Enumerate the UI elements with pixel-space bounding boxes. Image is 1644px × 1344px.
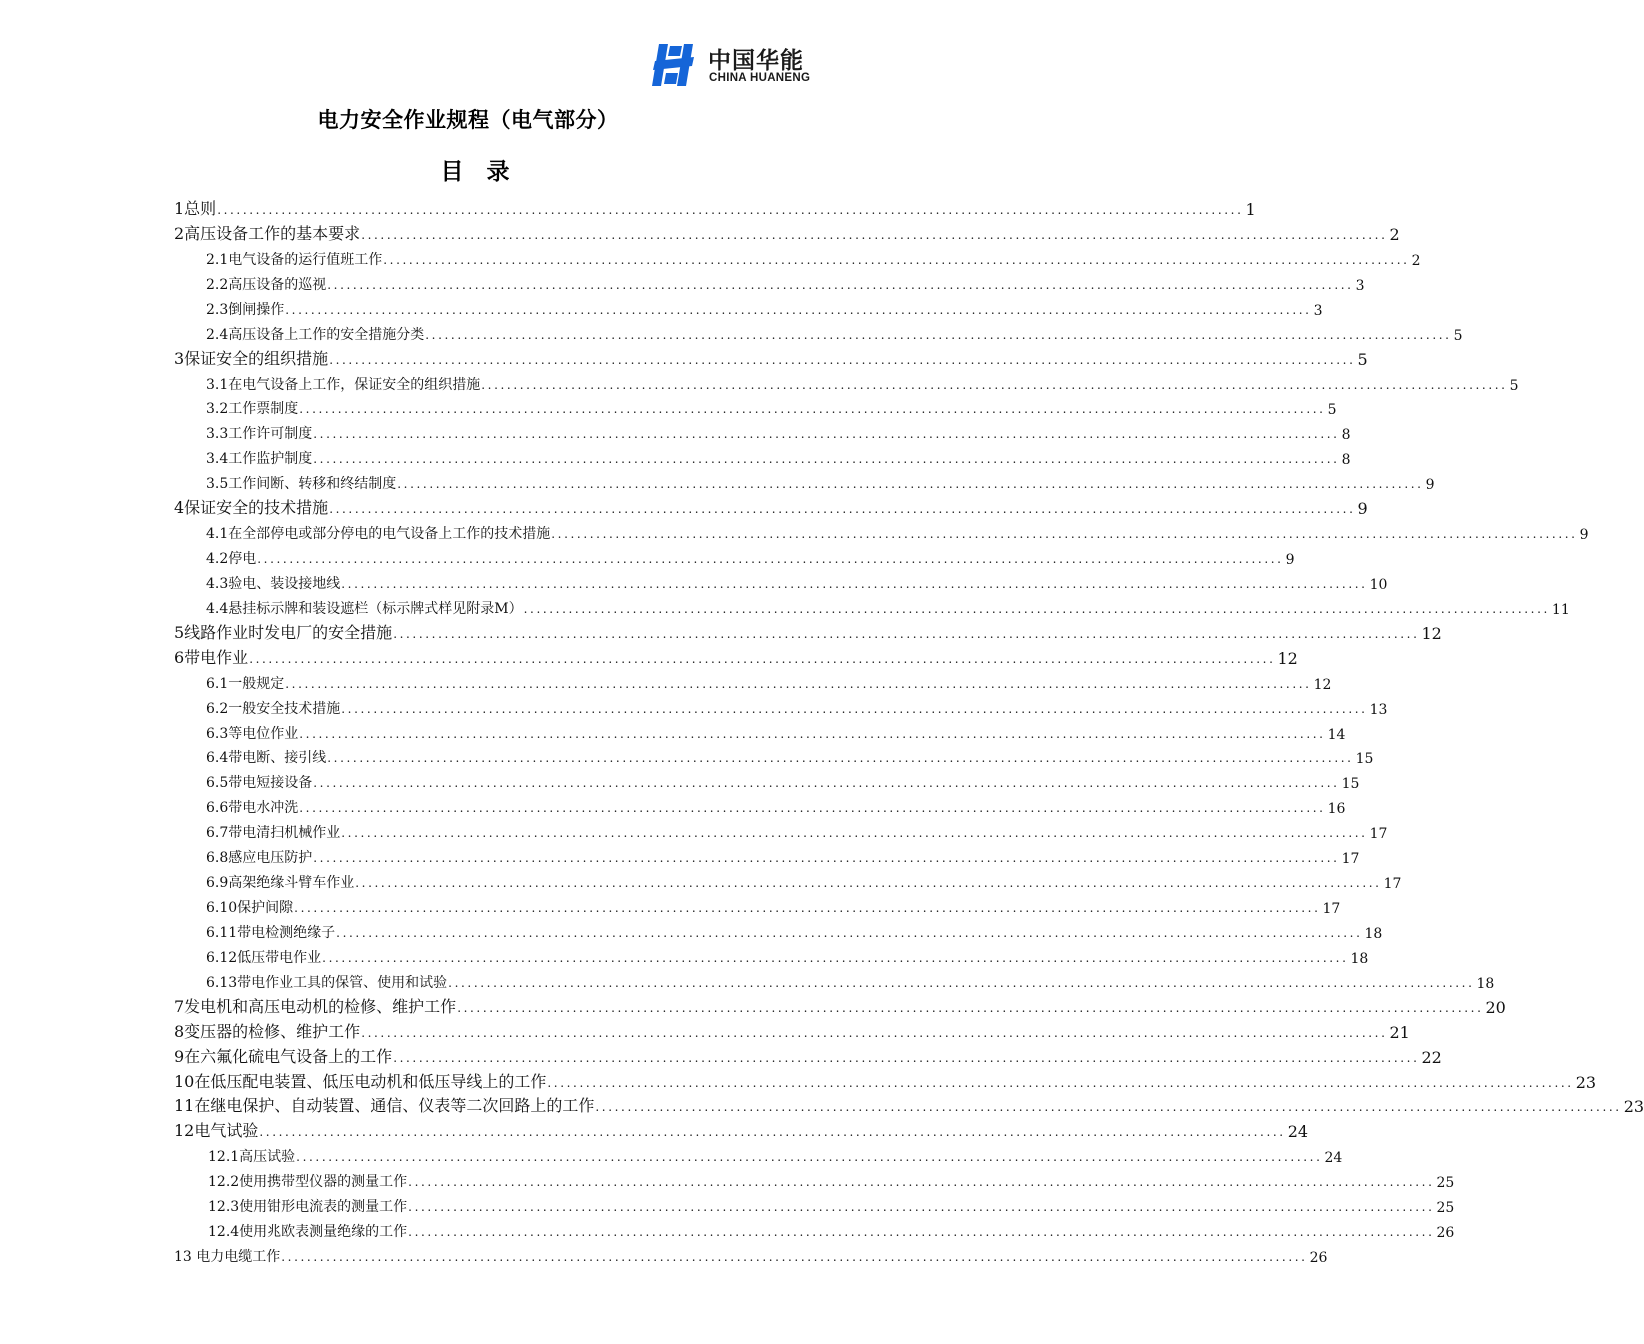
toc-dot-leader: ................................................................................................................................................................	[361, 1026, 1388, 1040]
toc-entry-page-number: 18	[1476, 976, 1495, 992]
toc-entry-title: 6.13带电作业工具的保管、使用和试验	[206, 975, 448, 991]
toc-entry[interactable]	[206, 270, 1365, 294]
toc-dot-leader: ................................................................................................................................................................	[327, 751, 1354, 765]
toc-entry[interactable]	[206, 768, 1360, 792]
toc-entry[interactable]	[174, 195, 1256, 219]
toc-dot-leader: ................................................................................................................................................................	[425, 328, 1452, 342]
toc-entry-page-number: 23	[1623, 1097, 1644, 1116]
toc-entry-title: 12电气试验	[174, 1121, 259, 1140]
toc-dot-leader: ................................................................................................................................................................	[481, 378, 1508, 392]
toc-entry-title: 13 电力电缆工作	[174, 1249, 281, 1265]
toc-dot-leader: ................................................................................................................................................................	[393, 1051, 1420, 1065]
toc-entry[interactable]	[206, 469, 1435, 493]
toc-dot-leader: ................................................................................................................................................................	[383, 253, 1410, 267]
toc-entry[interactable]	[174, 1018, 1410, 1042]
toc-entry-title: 2.4高压设备上工作的安全措施分类	[206, 327, 425, 343]
toc-entry-page-number: 16	[1327, 801, 1346, 817]
toc-entry-page-number: 5	[1509, 378, 1519, 394]
toc-entry-page-number: 14	[1327, 727, 1346, 743]
toc-entry[interactable]	[206, 719, 1346, 743]
toc-entry[interactable]	[174, 345, 1368, 369]
toc-entry-page-number: 2	[1389, 225, 1400, 244]
toc-entry-title: 4.4悬挂标示牌和装设遮栏（标示牌式样见附录M）	[206, 601, 523, 617]
toc-entry-page-number: 23	[1575, 1073, 1597, 1092]
toc-dot-leader: ................................................................................................................................................................	[595, 1100, 1622, 1114]
toc-entry-title: 12.3使用钳形电流表的测量工作	[208, 1199, 408, 1215]
toc-dot-leader: ................................................................................................................................................................	[296, 1150, 1323, 1164]
toc-entry[interactable]	[206, 519, 1589, 543]
toc-entry-page-number: 9	[1285, 552, 1295, 568]
toc-entry[interactable]	[206, 669, 1332, 693]
toc-entry-title: 3.5工作间断、转移和终结制度	[206, 476, 397, 492]
toc-dot-leader: ................................................................................................................................................................	[327, 278, 1354, 292]
toc-entry-title: 12.2使用携带型仪器的测量工作	[208, 1174, 408, 1190]
toc-entry-title: 6.12低压带电作业	[206, 950, 322, 966]
toc-entry-title: 3保证安全的组织措施	[174, 349, 329, 368]
toc-entry-page-number: 20	[1485, 998, 1506, 1017]
toc-entry[interactable]	[206, 544, 1295, 568]
toc-entry-title: 4.1在全部停电或部分停电的电气设备上工作的技术措施	[206, 526, 551, 542]
toc-dot-leader: ................................................................................................................................................................	[408, 1200, 1435, 1214]
toc-entry[interactable]	[206, 968, 1495, 992]
toc-entry[interactable]	[206, 868, 1402, 892]
toc-entry-title: 6.7带电清扫机械作业	[206, 825, 341, 841]
toc-entry[interactable]	[206, 245, 1421, 269]
toc-dot-leader: ................................................................................................................................................................	[393, 627, 1420, 641]
toc-entry-title: 4保证安全的技术措施	[174, 498, 329, 517]
toc-entry-page-number: 13	[1369, 702, 1388, 718]
toc-entry-title: 6.4带电断、接引线	[206, 750, 327, 766]
toc-entry-page-number: 25	[1436, 1200, 1455, 1216]
toc-entry-title: 7发电机和高压电动机的检修、维护工作	[174, 997, 457, 1016]
toc-dot-leader: ................................................................................................................................................................	[322, 951, 1349, 965]
toc-entry-title: 6.6带电水冲洗	[206, 800, 299, 816]
toc-entry[interactable]	[208, 1167, 1455, 1191]
toc-entry[interactable]	[174, 1117, 1309, 1141]
toc-entry-title: 3.2工作票制度	[206, 401, 299, 417]
toc-entry-page-number: 1	[1245, 200, 1256, 219]
toc-dot-leader: ................................................................................................................................................................	[355, 876, 1382, 890]
toc-dot-leader: ................................................................................................................................................................	[457, 1001, 1484, 1015]
toc-entry-title: 6.9高架绝缘斗臂车作业	[206, 875, 355, 891]
toc-entry-title: 2.3倒闸操作	[206, 302, 285, 318]
toc-dot-leader: ................................................................................................................................................................	[408, 1225, 1435, 1239]
toc-dot-leader: ................................................................................................................................................................	[259, 1125, 1286, 1139]
toc-entry-page-number: 9	[1579, 527, 1589, 543]
toc-entry-title: 4.3验电、装设接地线	[206, 576, 341, 592]
toc-entry-title: 12.4使用兆欧表测量绝缘的工作	[208, 1224, 408, 1240]
toc-dot-leader: ................................................................................................................................................................	[329, 353, 1356, 367]
toc-dot-leader: ................................................................................................................................................................	[217, 203, 1244, 217]
toc-dot-leader: ................................................................................................................................................................	[448, 976, 1475, 990]
toc-dot-leader: ................................................................................................................................................................	[313, 776, 1340, 790]
toc-entry-page-number: 26	[1436, 1225, 1455, 1241]
toc-entry-page-number: 3	[1313, 303, 1323, 319]
toc-dot-leader: ................................................................................................................................................................	[397, 477, 1424, 491]
toc-entry[interactable]	[174, 619, 1442, 643]
toc-dot-leader: ................................................................................................................................................................	[299, 402, 1326, 416]
toc-entry-page-number: 17	[1369, 826, 1388, 842]
toc-entry-page-number: 3	[1355, 278, 1365, 294]
toc-entry-title: 6.8感应电压防护	[206, 850, 313, 866]
toc-entry-page-number: 9	[1425, 477, 1435, 493]
toc-entry[interactable]	[208, 1142, 1343, 1166]
toc-entry-title: 4.2停电	[206, 551, 257, 567]
toc-dot-leader: ................................................................................................................................................................	[547, 1076, 1574, 1090]
toc-dot-leader: ................................................................................................................................................................	[249, 652, 1276, 666]
toc-entry[interactable]	[206, 320, 1463, 344]
toc-entry-page-number: 17	[1383, 876, 1402, 892]
toc-entry-page-number: 11	[1551, 602, 1570, 618]
toc-dot-leader: ................................................................................................................................................................	[285, 677, 1312, 691]
toc-dot-leader: ................................................................................................................................................................	[341, 826, 1368, 840]
toc-dot-leader: ................................................................................................................................................................	[299, 801, 1326, 815]
toc-entry-page-number: 17	[1322, 901, 1341, 917]
toc-entry[interactable]	[174, 494, 1368, 518]
toc-dot-leader: ................................................................................................................................................................	[281, 1250, 1308, 1264]
toc-entry-page-number: 22	[1421, 1048, 1442, 1067]
toc-entry[interactable]	[174, 1068, 1597, 1092]
toc-dot-leader: ................................................................................................................................................................	[313, 851, 1340, 865]
toc-dot-leader: ................................................................................................................................................................	[361, 228, 1388, 242]
toc-entry-title: 3.4工作监护制度	[206, 451, 313, 467]
toc-entry-title: 6.1一般规定	[206, 676, 285, 692]
toc-dot-leader: ................................................................................................................................................................	[257, 552, 1284, 566]
toc-entry-page-number: 5	[1327, 402, 1337, 418]
toc-entry-title: 12.1高压试验	[208, 1149, 296, 1165]
toc-entry-title: 2.2高压设备的巡视	[206, 277, 327, 293]
logo-english-text: CHINA HUANENG	[709, 72, 811, 84]
toc-entry-title: 2.1电气设备的运行值班工作	[206, 252, 383, 268]
toc-entry[interactable]	[208, 1192, 1455, 1216]
toc-entry-title: 10在低压配电装置、低压电动机和低压导线上的工作	[174, 1072, 547, 1091]
toc-heading: 目 录	[440, 159, 510, 185]
toc-entry[interactable]	[206, 918, 1383, 942]
toc-entry-title: 1总则	[174, 199, 217, 218]
toc-entry-page-number: 15	[1341, 776, 1360, 792]
toc-entry-page-number: 18	[1364, 926, 1383, 942]
toc-entry-page-number: 12	[1277, 649, 1298, 668]
toc-entry-title: 6.2一般安全技术措施	[206, 701, 341, 717]
toc-entry[interactable]	[206, 943, 1369, 967]
toc-entry-page-number: 21	[1389, 1023, 1410, 1042]
toc-entry[interactable]	[174, 1092, 1644, 1116]
toc-entry-title: 6.5带电短接设备	[206, 775, 313, 791]
toc-entry[interactable]	[206, 444, 1351, 468]
toc-entry-page-number: 10	[1369, 577, 1388, 593]
toc-dot-leader: ................................................................................................................................................................	[313, 427, 1340, 441]
toc-dot-leader: ................................................................................................................................................................	[336, 926, 1363, 940]
toc-entry-title: 3.3工作许可制度	[206, 426, 313, 442]
toc-entry-title: 2高压设备工作的基本要求	[174, 224, 361, 243]
toc-entry[interactable]	[174, 644, 1298, 668]
toc-entry[interactable]	[174, 1242, 1328, 1266]
toc-entry-page-number: 12	[1421, 624, 1442, 643]
toc-entry[interactable]	[206, 419, 1351, 443]
toc-dot-leader: ................................................................................................................................................................	[329, 502, 1356, 516]
toc-entry[interactable]	[174, 1043, 1442, 1067]
toc-entry-page-number: 12	[1313, 677, 1332, 693]
toc-entry[interactable]	[206, 394, 1337, 418]
toc-entry[interactable]	[206, 818, 1388, 842]
toc-entry-page-number: 15	[1355, 751, 1374, 767]
toc-entry-page-number: 5	[1453, 328, 1463, 344]
toc-entry-page-number: 24	[1287, 1122, 1309, 1141]
toc-entry-page-number: 8	[1341, 452, 1351, 468]
toc-dot-leader: ................................................................................................................................................................	[285, 303, 1312, 317]
toc-dot-leader: ................................................................................................................................................................	[294, 901, 1321, 915]
toc-entry-title: 11在继电保护、自动装置、通信、仪表等二次回路上的工作	[174, 1096, 595, 1115]
toc-entry[interactable]	[206, 694, 1388, 718]
toc-entry[interactable]	[206, 843, 1360, 867]
toc-entry[interactable]	[174, 220, 1400, 244]
toc-entry-page-number: 17	[1341, 851, 1360, 867]
toc-entry[interactable]	[208, 1217, 1455, 1241]
toc-dot-leader: ................................................................................................................................................................	[551, 527, 1578, 541]
toc-entry-page-number: 2	[1411, 253, 1421, 269]
toc-entry-title: 5线路作业时发电厂的安全措施	[174, 623, 393, 642]
toc-entry[interactable]	[206, 793, 1346, 817]
toc-dot-leader: ................................................................................................................................................................	[313, 452, 1340, 466]
toc-entry-title: 6.3等电位作业	[206, 726, 299, 742]
toc-entry[interactable]	[174, 993, 1506, 1017]
toc-entry-page-number: 18	[1350, 951, 1369, 967]
toc-entry-title: 6.10保护间隙	[206, 900, 294, 916]
toc-entry[interactable]	[206, 893, 1341, 917]
toc-entry-page-number: 5	[1357, 350, 1368, 369]
toc-entry-page-number: 25	[1436, 1175, 1455, 1191]
toc-entry[interactable]	[206, 295, 1323, 319]
toc-entry-title: 8变压器的检修、维护工作	[174, 1022, 361, 1041]
toc-entry-title: 9在六氟化硫电气设备上的工作	[174, 1047, 393, 1066]
toc-entry-title: 6.11带电检测绝缘子	[206, 925, 336, 941]
toc-dot-leader: ................................................................................................................................................................	[408, 1175, 1435, 1189]
toc-entry-page-number: 8	[1341, 427, 1351, 443]
toc-entry[interactable]	[206, 594, 1570, 618]
toc-dot-leader: ................................................................................................................................................................	[341, 702, 1368, 716]
document-title: 电力安全作业规程（电气部分）	[317, 108, 619, 132]
toc-entry-title: 6带电作业	[174, 648, 249, 667]
toc-dot-leader: ................................................................................................................................................................	[523, 602, 1550, 616]
toc-entry-page-number: 9	[1357, 499, 1368, 518]
toc-dot-leader: ................................................................................................................................................................	[341, 577, 1368, 591]
toc-entry[interactable]	[206, 743, 1374, 767]
toc-entry[interactable]	[206, 370, 1519, 394]
toc-entry-page-number: 24	[1324, 1150, 1343, 1166]
toc-dot-leader: ................................................................................................................................................................	[299, 727, 1326, 741]
toc-entry[interactable]	[206, 569, 1388, 593]
toc-entry-page-number: 26	[1309, 1250, 1328, 1266]
toc-entry-title: 3.1在电气设备上工作，保证安全的组织措施	[206, 377, 481, 393]
logo-chinese-text: 中国华能	[708, 48, 804, 74]
